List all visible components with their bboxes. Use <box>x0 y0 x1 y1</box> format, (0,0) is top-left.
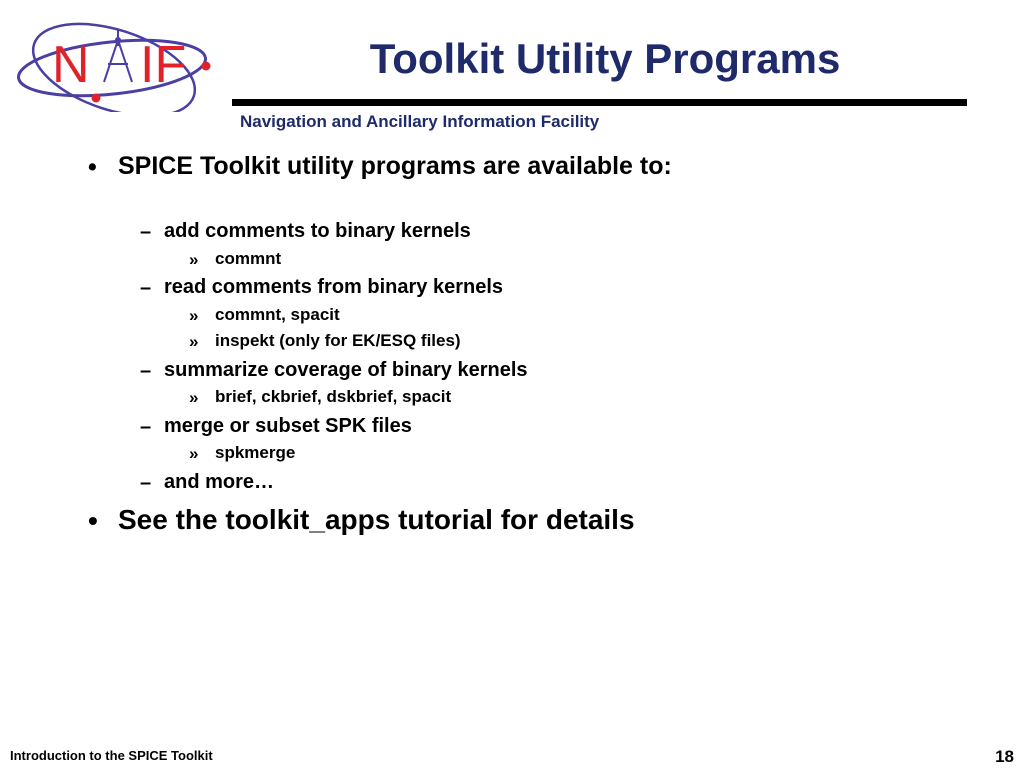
item-read-comments: read comments from binary kernels <box>164 276 504 298</box>
dash-marker: – <box>140 472 152 494</box>
sub-marker: » <box>189 332 199 351</box>
sub-marker: » <box>189 250 199 269</box>
item-merge-subset: merge or subset SPK files <box>164 415 412 437</box>
footer-title: Introduction to the SPICE Toolkit <box>10 748 213 763</box>
svg-text:N: N <box>52 36 90 94</box>
page-number: 18 <box>995 747 1014 766</box>
item-and-more: and more… <box>164 471 275 493</box>
dash-marker: – <box>140 277 152 299</box>
sub-spkmerge: spkmerge <box>215 443 296 462</box>
subtitle: Navigation and Ancillary Information Facility <box>240 112 600 131</box>
sub-commnt: commnt <box>215 249 282 268</box>
sub-marker: » <box>189 306 199 325</box>
bullet-marker: • <box>88 153 97 181</box>
sub-commnt-spacit: commnt, spacit <box>215 305 340 324</box>
page-title: Toolkit Utility Programs <box>369 35 841 82</box>
svg-text:IF: IF <box>140 36 187 94</box>
sub-marker: » <box>189 444 199 463</box>
dash-marker: – <box>140 221 152 243</box>
item-add-comments: add comments to binary kernels <box>164 220 471 242</box>
bullet-marker: • <box>88 505 98 536</box>
bullet-2: See the toolkit_apps tutorial for details <box>118 504 635 535</box>
item-summarize-coverage: summarize coverage of binary kernels <box>164 359 528 381</box>
bullet-1: SPICE Toolkit utility programs are available to: <box>118 152 672 180</box>
sub-marker: » <box>189 388 199 407</box>
sub-brief: brief, ckbrief, dskbrief, spacit <box>215 387 452 406</box>
sub-inspekt: inspekt (only for EK/ESQ files) <box>215 331 461 350</box>
dash-marker: – <box>140 416 152 438</box>
dash-marker: – <box>140 360 152 382</box>
